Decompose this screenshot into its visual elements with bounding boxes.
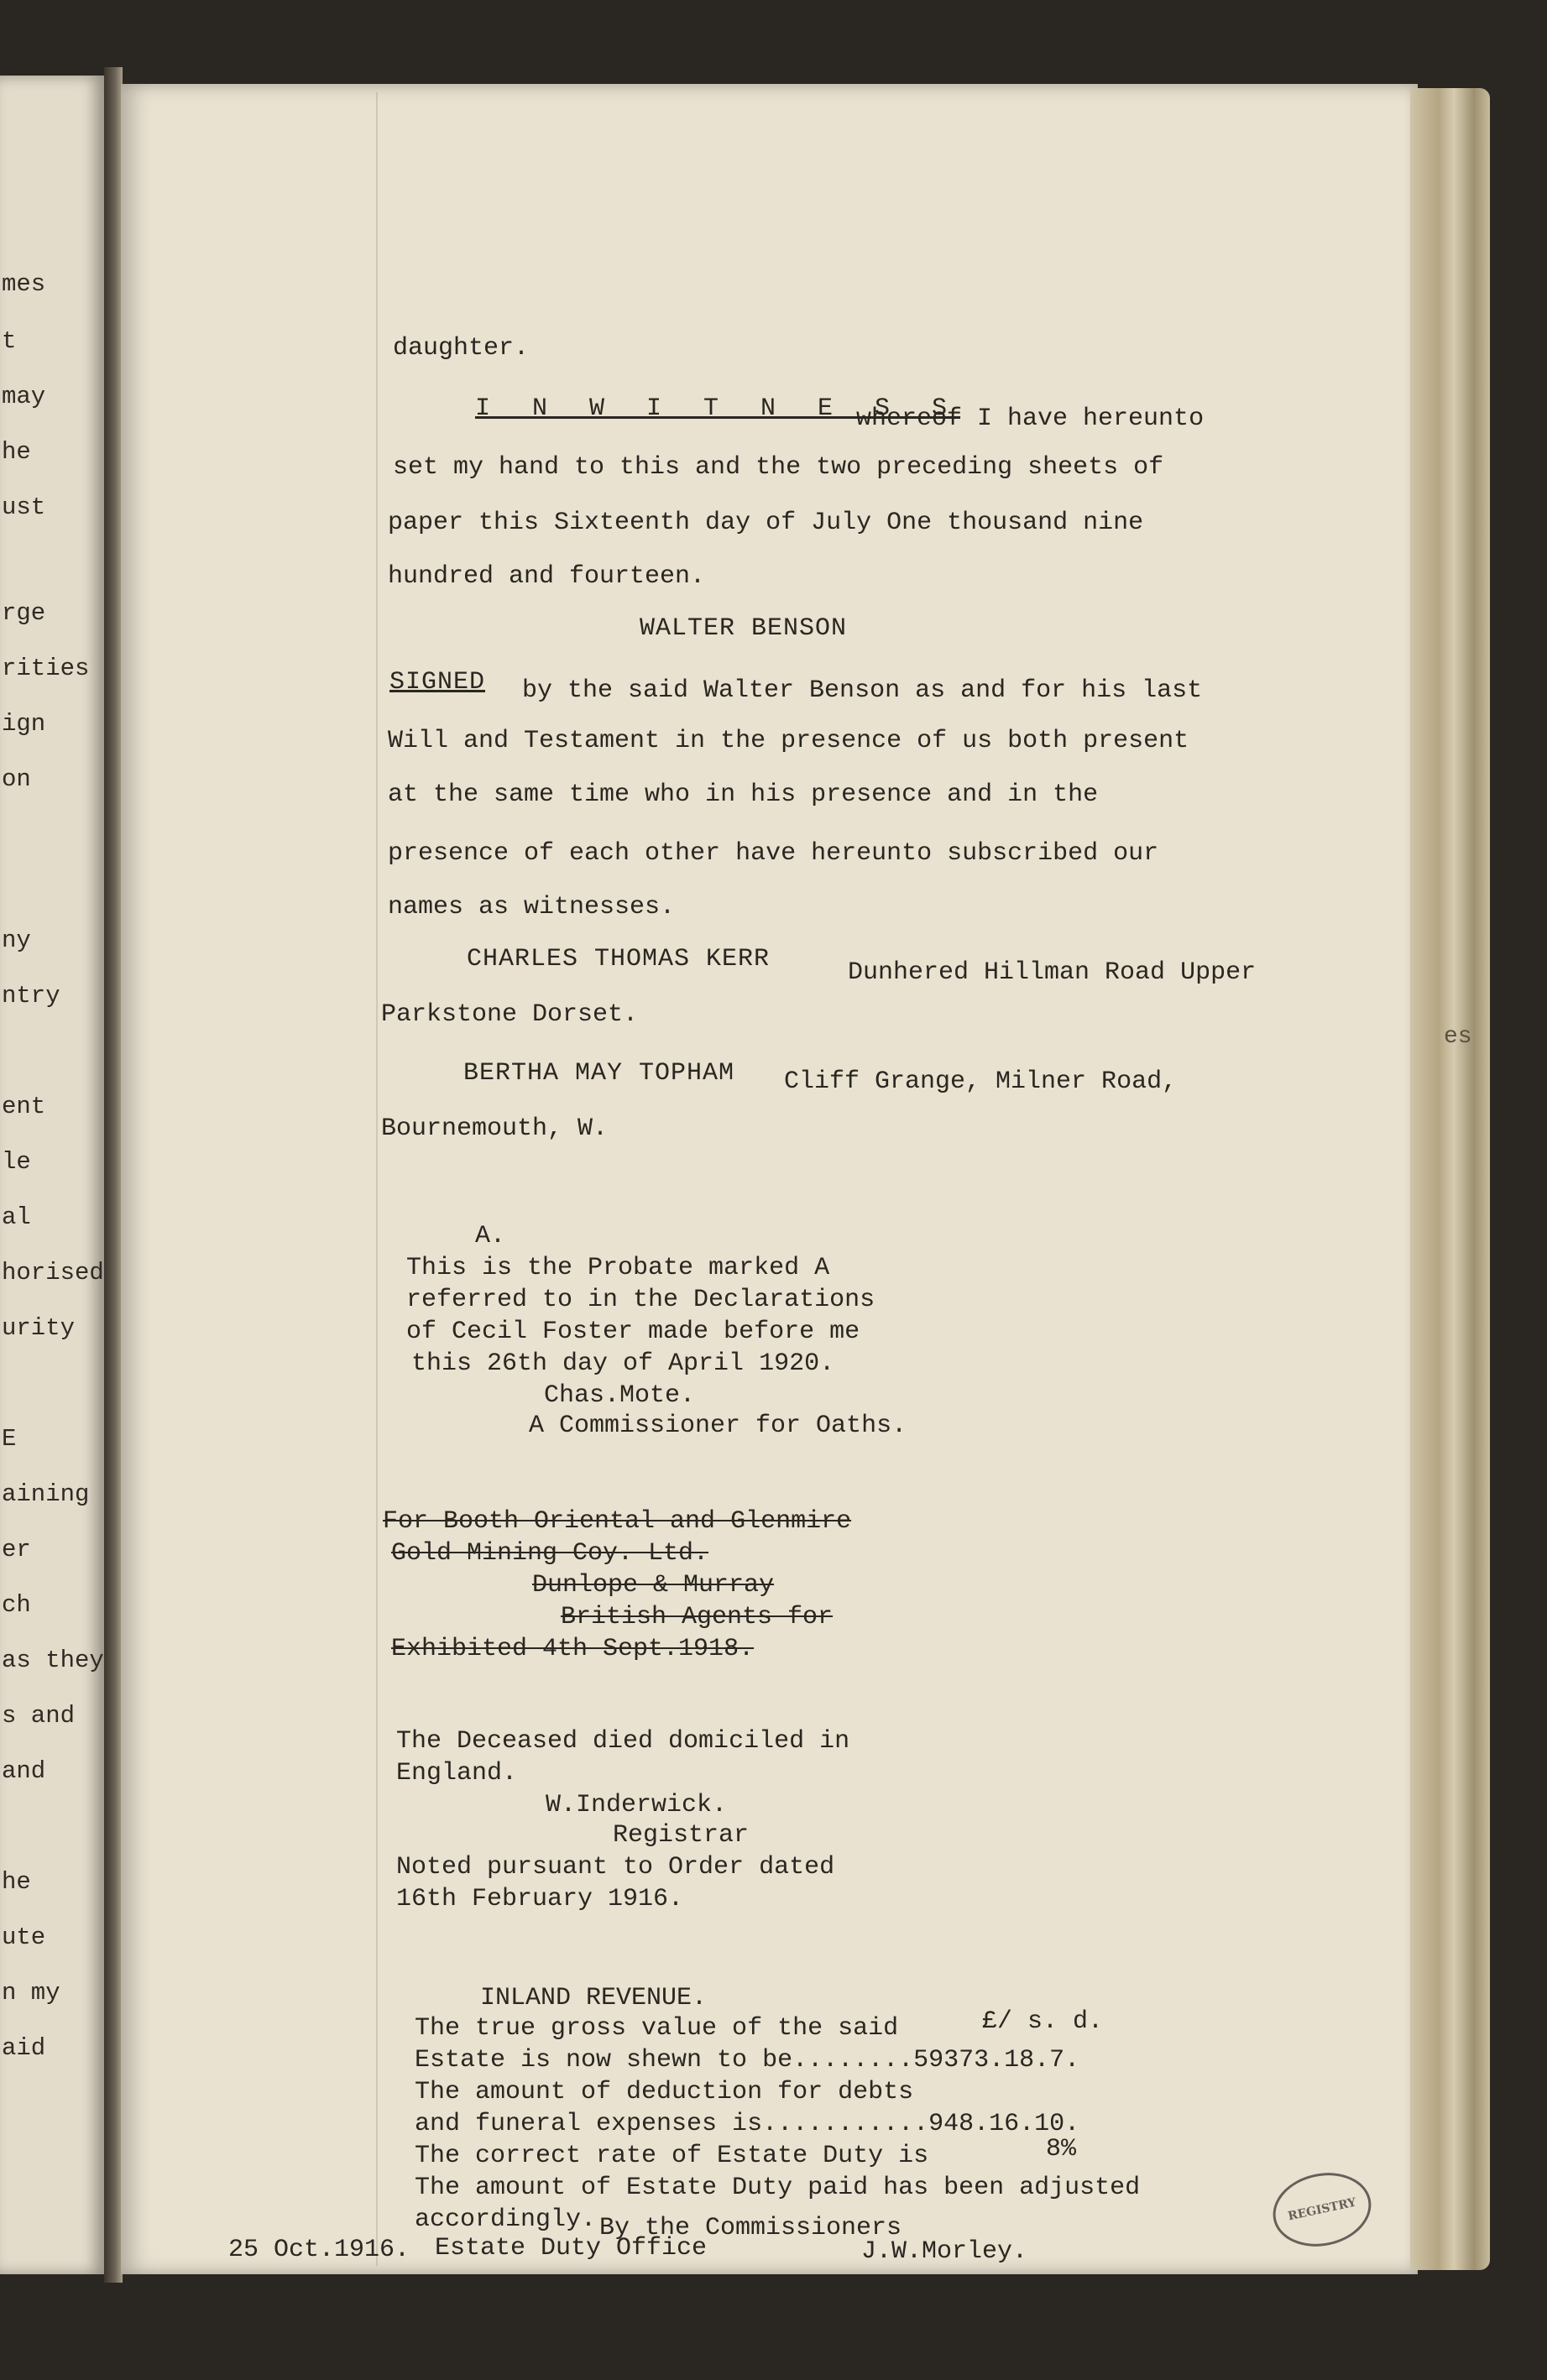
commissioner-title: A Commissioner for Oaths. xyxy=(529,1412,907,1440)
left-page-fragment: he xyxy=(2,438,31,466)
left-page-fragment: er xyxy=(2,1536,31,1563)
left-page-fragment: as they xyxy=(2,1647,104,1674)
witness1-address: Parkstone Dorset. xyxy=(381,1000,639,1029)
left-page-fragment: aid xyxy=(2,2034,46,2062)
commissioner-name: Chas.Mote. xyxy=(544,1381,696,1410)
left-page-fragment: urity xyxy=(2,1314,76,1342)
stamp-text: REGISTRY xyxy=(1286,2195,1358,2224)
domicile-line: Noted pursuant to Order dated xyxy=(396,1853,835,1882)
attestation-line: at the same time who in his presence and in the xyxy=(388,780,1099,809)
left-page-fragment: E xyxy=(2,1425,17,1453)
left-page-fragment: ign xyxy=(2,710,46,738)
left-page-fragment: n my xyxy=(2,1979,60,2007)
left-page-fragment: ust xyxy=(2,493,46,521)
attestation-line: by the said Walter Benson as and for his last xyxy=(522,676,1203,705)
left-page-fragment: may xyxy=(2,383,46,410)
left-page-fragment: t xyxy=(2,327,17,355)
left-page-fragment: aining xyxy=(2,1480,90,1508)
revenue-line: accordingly. xyxy=(415,2205,597,2234)
struck-line: British Agents for xyxy=(561,1603,834,1631)
revenue-heading: INLAND REVENUE. xyxy=(480,1984,708,2012)
left-page-fragment: ny xyxy=(2,926,31,954)
estate-duty-office: Estate Duty Office xyxy=(435,2234,708,2263)
will-line: paper this Sixteenth day of July One thousand nine xyxy=(388,509,1144,537)
witness2-address: Cliff Grange, Milner Road, xyxy=(784,1067,1178,1096)
probate-line: This is the Probate marked A xyxy=(406,1254,830,1282)
left-page-fragment: ntry xyxy=(2,982,60,1010)
left-page-fragment: le xyxy=(2,1148,31,1176)
witness2-address: Bournemouth, W. xyxy=(381,1114,609,1143)
left-page-fragment: and xyxy=(2,1757,46,1785)
left-page-fragment: ch xyxy=(2,1591,31,1619)
probate-line: referred to in the Declarations xyxy=(406,1286,875,1314)
revenue-line: The amount of Estate Duty paid has been adjusted xyxy=(415,2174,1141,2202)
revenue-line: The correct rate of Estate Duty is xyxy=(415,2142,929,2170)
attestation-line: Will and Testament in the presence of us both present xyxy=(388,727,1189,755)
struck-line: For Booth Oriental and Glenmire xyxy=(383,1507,852,1536)
revenue-signer: J.W.Morley. xyxy=(861,2237,1028,2266)
deduction-line: and funeral expenses is...........948.16.10. xyxy=(415,2110,1080,2138)
domicile-line: England. xyxy=(396,1759,518,1788)
left-page-fragment: he xyxy=(2,1868,31,1896)
registrar-title: Registrar xyxy=(613,1821,750,1850)
witness-heading: I N W I T N E S S xyxy=(475,394,961,423)
witness2-name: BERTHA MAY TOPHAM xyxy=(463,1059,735,1088)
left-page-fragment: on xyxy=(2,765,31,793)
left-page-fragment: s and xyxy=(2,1702,76,1730)
left-page-fragment: rities xyxy=(2,655,90,682)
probate-line: of Cecil Foster made before me xyxy=(406,1318,860,1346)
domicile-line: The Deceased died domiciled in xyxy=(396,1727,850,1756)
margin-rule xyxy=(376,92,378,2266)
left-page-fragment: rge xyxy=(2,599,46,627)
will-line: daughter. xyxy=(393,334,530,363)
will-line: hundred and fourteen. xyxy=(388,562,706,591)
left-page-fragment: mes xyxy=(2,270,46,298)
revenue-date: 25 Oct.1916. xyxy=(228,2236,410,2264)
left-page-fragment: ent xyxy=(2,1093,46,1120)
struck-line: Dunlope & Murray xyxy=(532,1571,775,1600)
will-line: whereof I have hereunto xyxy=(856,404,1205,433)
signed-label: SIGNED xyxy=(389,668,486,697)
witness1-name: CHARLES THOMAS KERR xyxy=(467,945,771,973)
book-gutter xyxy=(104,67,123,2283)
left-page-fragment: ute xyxy=(2,1923,46,1951)
revenue-line: The true gross value of the said xyxy=(415,2014,899,2043)
left-page-fragment: al xyxy=(2,1203,31,1231)
attestation-line: names as witnesses. xyxy=(388,893,676,921)
struck-line: Gold Mining Coy. Ltd. xyxy=(391,1539,709,1568)
probate-line: this 26th day of April 1920. xyxy=(411,1349,835,1378)
edge-text: es xyxy=(1444,1024,1472,1050)
revenue-units: £/ s. d. xyxy=(982,2007,1104,2036)
probate-mark: A. xyxy=(475,1222,506,1250)
page-edges xyxy=(1410,88,1490,2270)
gross-value-line: Estate is now shewn to be........59373.18.7. xyxy=(415,2046,1080,2075)
attestation-line: presence of each other have hereunto subscribed our xyxy=(388,839,1159,868)
duty-rate: 8% xyxy=(1046,2135,1077,2163)
domicile-line: 16th February 1916. xyxy=(396,1885,684,1913)
struck-line: Exhibited 4th Sept.1918. xyxy=(391,1635,755,1663)
left-page xyxy=(0,76,104,2274)
commissioners-label: By the Commissioners xyxy=(599,2214,902,2242)
left-page-fragment: horised xyxy=(2,1259,104,1287)
registrar-name: W.Inderwick. xyxy=(546,1791,728,1819)
witness1-address: Dunhered Hillman Road Upper xyxy=(848,958,1257,987)
revenue-line: The amount of deduction for debts xyxy=(415,2078,914,2106)
will-line: set my hand to this and the two preceding sheets of xyxy=(393,453,1164,482)
testator-signature: WALTER BENSON xyxy=(640,614,848,643)
